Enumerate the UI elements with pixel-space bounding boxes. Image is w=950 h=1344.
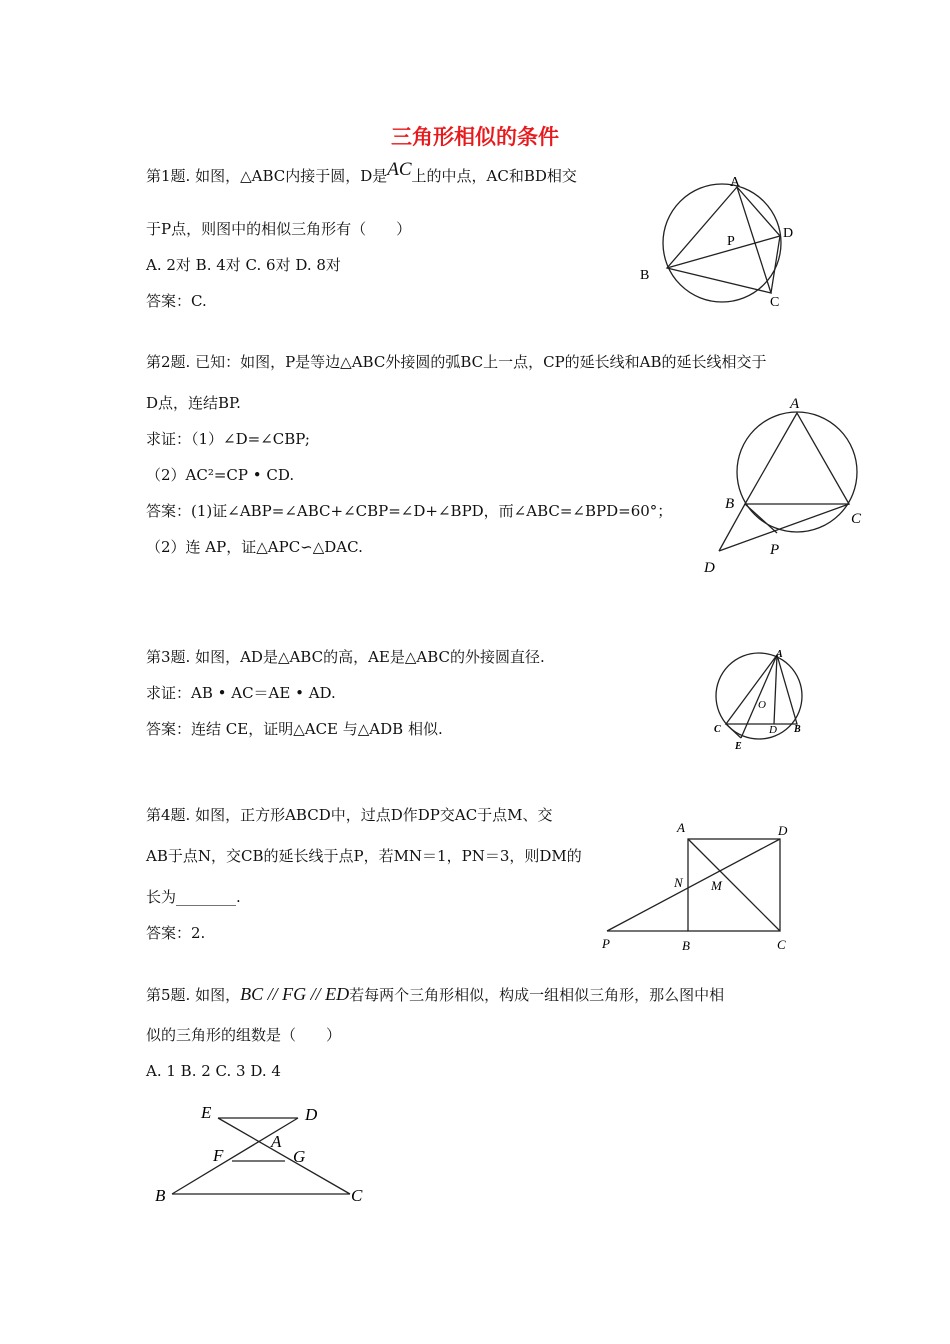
q1-label-c: C bbox=[770, 295, 780, 310]
q3-label-b: B bbox=[794, 724, 801, 735]
q2-line1: 第2题. 已知：如图，P是等边△ABC外接圆的弧BC上一点，CP的延长线和AB的延长线相交于 bbox=[146, 353, 767, 371]
q1-line2: 于P点，则图中的相似三角形有（ ） bbox=[146, 220, 412, 238]
q2-answer2: （2）连 AP，证△APC∽△DAC. bbox=[146, 538, 363, 556]
q2-line-bp bbox=[745, 504, 777, 533]
q1-circle bbox=[663, 184, 781, 302]
q3-label-c: C bbox=[714, 724, 721, 735]
q2-circle bbox=[737, 412, 857, 532]
q3-label-o: O bbox=[758, 699, 766, 711]
q2-triangle-abc bbox=[745, 413, 849, 504]
q1-triangle-abc bbox=[667, 187, 771, 293]
q5-line-db bbox=[172, 1118, 298, 1194]
q3-line2: 求证：AB • AC＝AE • AD. bbox=[146, 684, 336, 702]
q1-line1-post: 上的中点，AC和BD相交 bbox=[411, 167, 577, 185]
q1-label-p: P bbox=[727, 234, 735, 249]
q1-arc-ac: AC bbox=[387, 159, 412, 180]
q5-label-a: A bbox=[271, 1132, 282, 1151]
q2-line4: （2）AC²=CP • CD. bbox=[146, 466, 295, 484]
q5-line1-pre: 第5题. 如图， bbox=[146, 986, 241, 1004]
q1-quad-adc bbox=[737, 187, 780, 293]
q2-line-dc bbox=[719, 504, 849, 551]
q5-label-f: F bbox=[213, 1146, 224, 1165]
q1-answer: 答案：C. bbox=[146, 292, 207, 310]
q5-label-c: C bbox=[351, 1186, 363, 1205]
q5-figure bbox=[145, 1095, 385, 1215]
q5-line1-post: 若每两个三角形相似，构成一组相似三角形，那么图中相 bbox=[349, 986, 725, 1004]
q3-altitude-ad bbox=[774, 655, 777, 724]
q4-label-p: P bbox=[602, 936, 610, 951]
q5-line-ec bbox=[218, 1118, 350, 1194]
q3-label-e: E bbox=[735, 741, 742, 752]
q3-figure bbox=[705, 645, 815, 755]
q1-label-b: B bbox=[640, 268, 650, 283]
q2-label-c: C bbox=[851, 511, 862, 527]
q2-line3: 求证：（1）∠D=∠CBP; bbox=[146, 430, 310, 448]
q3-line1: 第3题. 如图，AD是△ABC的高，AE是△ABC的外接圆直径. bbox=[146, 648, 545, 666]
q2-label-p: P bbox=[770, 542, 780, 558]
q3-label-a: A bbox=[776, 649, 783, 660]
page-title: 三角形相似的条件 bbox=[391, 125, 559, 149]
q5-line2: 似的三角形的组数是（ ） bbox=[146, 1026, 342, 1044]
q5-parallel-expression: BC // FG // ED bbox=[240, 984, 350, 1004]
q4-line1: 第4题. 如图，正方形ABCD中，过点D作DP交AC于点M、交 bbox=[146, 806, 553, 824]
q4-label-d: D bbox=[778, 823, 788, 838]
q1-line1-pre: 第1题. 如图，△ABC内接于圆，D是 bbox=[146, 167, 388, 185]
q4-figure bbox=[595, 815, 805, 955]
q1-line-bd bbox=[667, 236, 780, 268]
q5-line1 bbox=[146, 984, 724, 1005]
q4-label-m: M bbox=[711, 878, 722, 893]
q3-answer: 答案：连结 CE，证明△ACE 与△ADB 相似. bbox=[146, 720, 443, 738]
q5-options: A. 1 B. 2 C. 3 D. 4 bbox=[146, 1062, 281, 1080]
q2-figure bbox=[695, 390, 875, 580]
q4-label-n: N bbox=[674, 875, 683, 890]
q4-answer: 答案：2. bbox=[146, 924, 206, 942]
q4-line3: 长为________. bbox=[146, 888, 241, 906]
q4-line2: AB于点N，交CB的延长线于点P，若MN＝1，PN＝3，则DM的 bbox=[146, 847, 582, 865]
q1-label-d: D bbox=[783, 226, 794, 241]
q4-diagonal-ac bbox=[688, 839, 780, 931]
q1-label-a: A bbox=[730, 175, 741, 190]
q2-answer1: 答案：(1)证∠ABP=∠ABC+∠CBP=∠D+∠BPD，而∠ABC=∠BPD=60°； bbox=[146, 502, 673, 520]
q5-label-d: D bbox=[305, 1105, 318, 1124]
q4-label-c: C bbox=[777, 937, 786, 952]
q3-label-d: D bbox=[769, 724, 777, 736]
q2-line2: D点，连结BP. bbox=[146, 394, 241, 412]
q4-label-b: B bbox=[682, 938, 690, 953]
q5-label-b: B bbox=[155, 1186, 166, 1205]
q2-label-a: A bbox=[790, 396, 800, 412]
q2-label-d: D bbox=[704, 560, 715, 576]
q4-line-pd bbox=[607, 839, 780, 931]
q3-line-ce bbox=[726, 724, 741, 738]
q2-label-b: B bbox=[725, 496, 735, 512]
q1-figure bbox=[630, 170, 810, 320]
q1-line1 bbox=[146, 159, 577, 186]
q1-options: A. 2对 B. 4对 C. 6对 D. 8对 bbox=[146, 256, 341, 274]
q5-label-e: E bbox=[201, 1103, 212, 1122]
q4-label-a: A bbox=[677, 820, 685, 835]
q5-label-g: G bbox=[293, 1147, 306, 1166]
